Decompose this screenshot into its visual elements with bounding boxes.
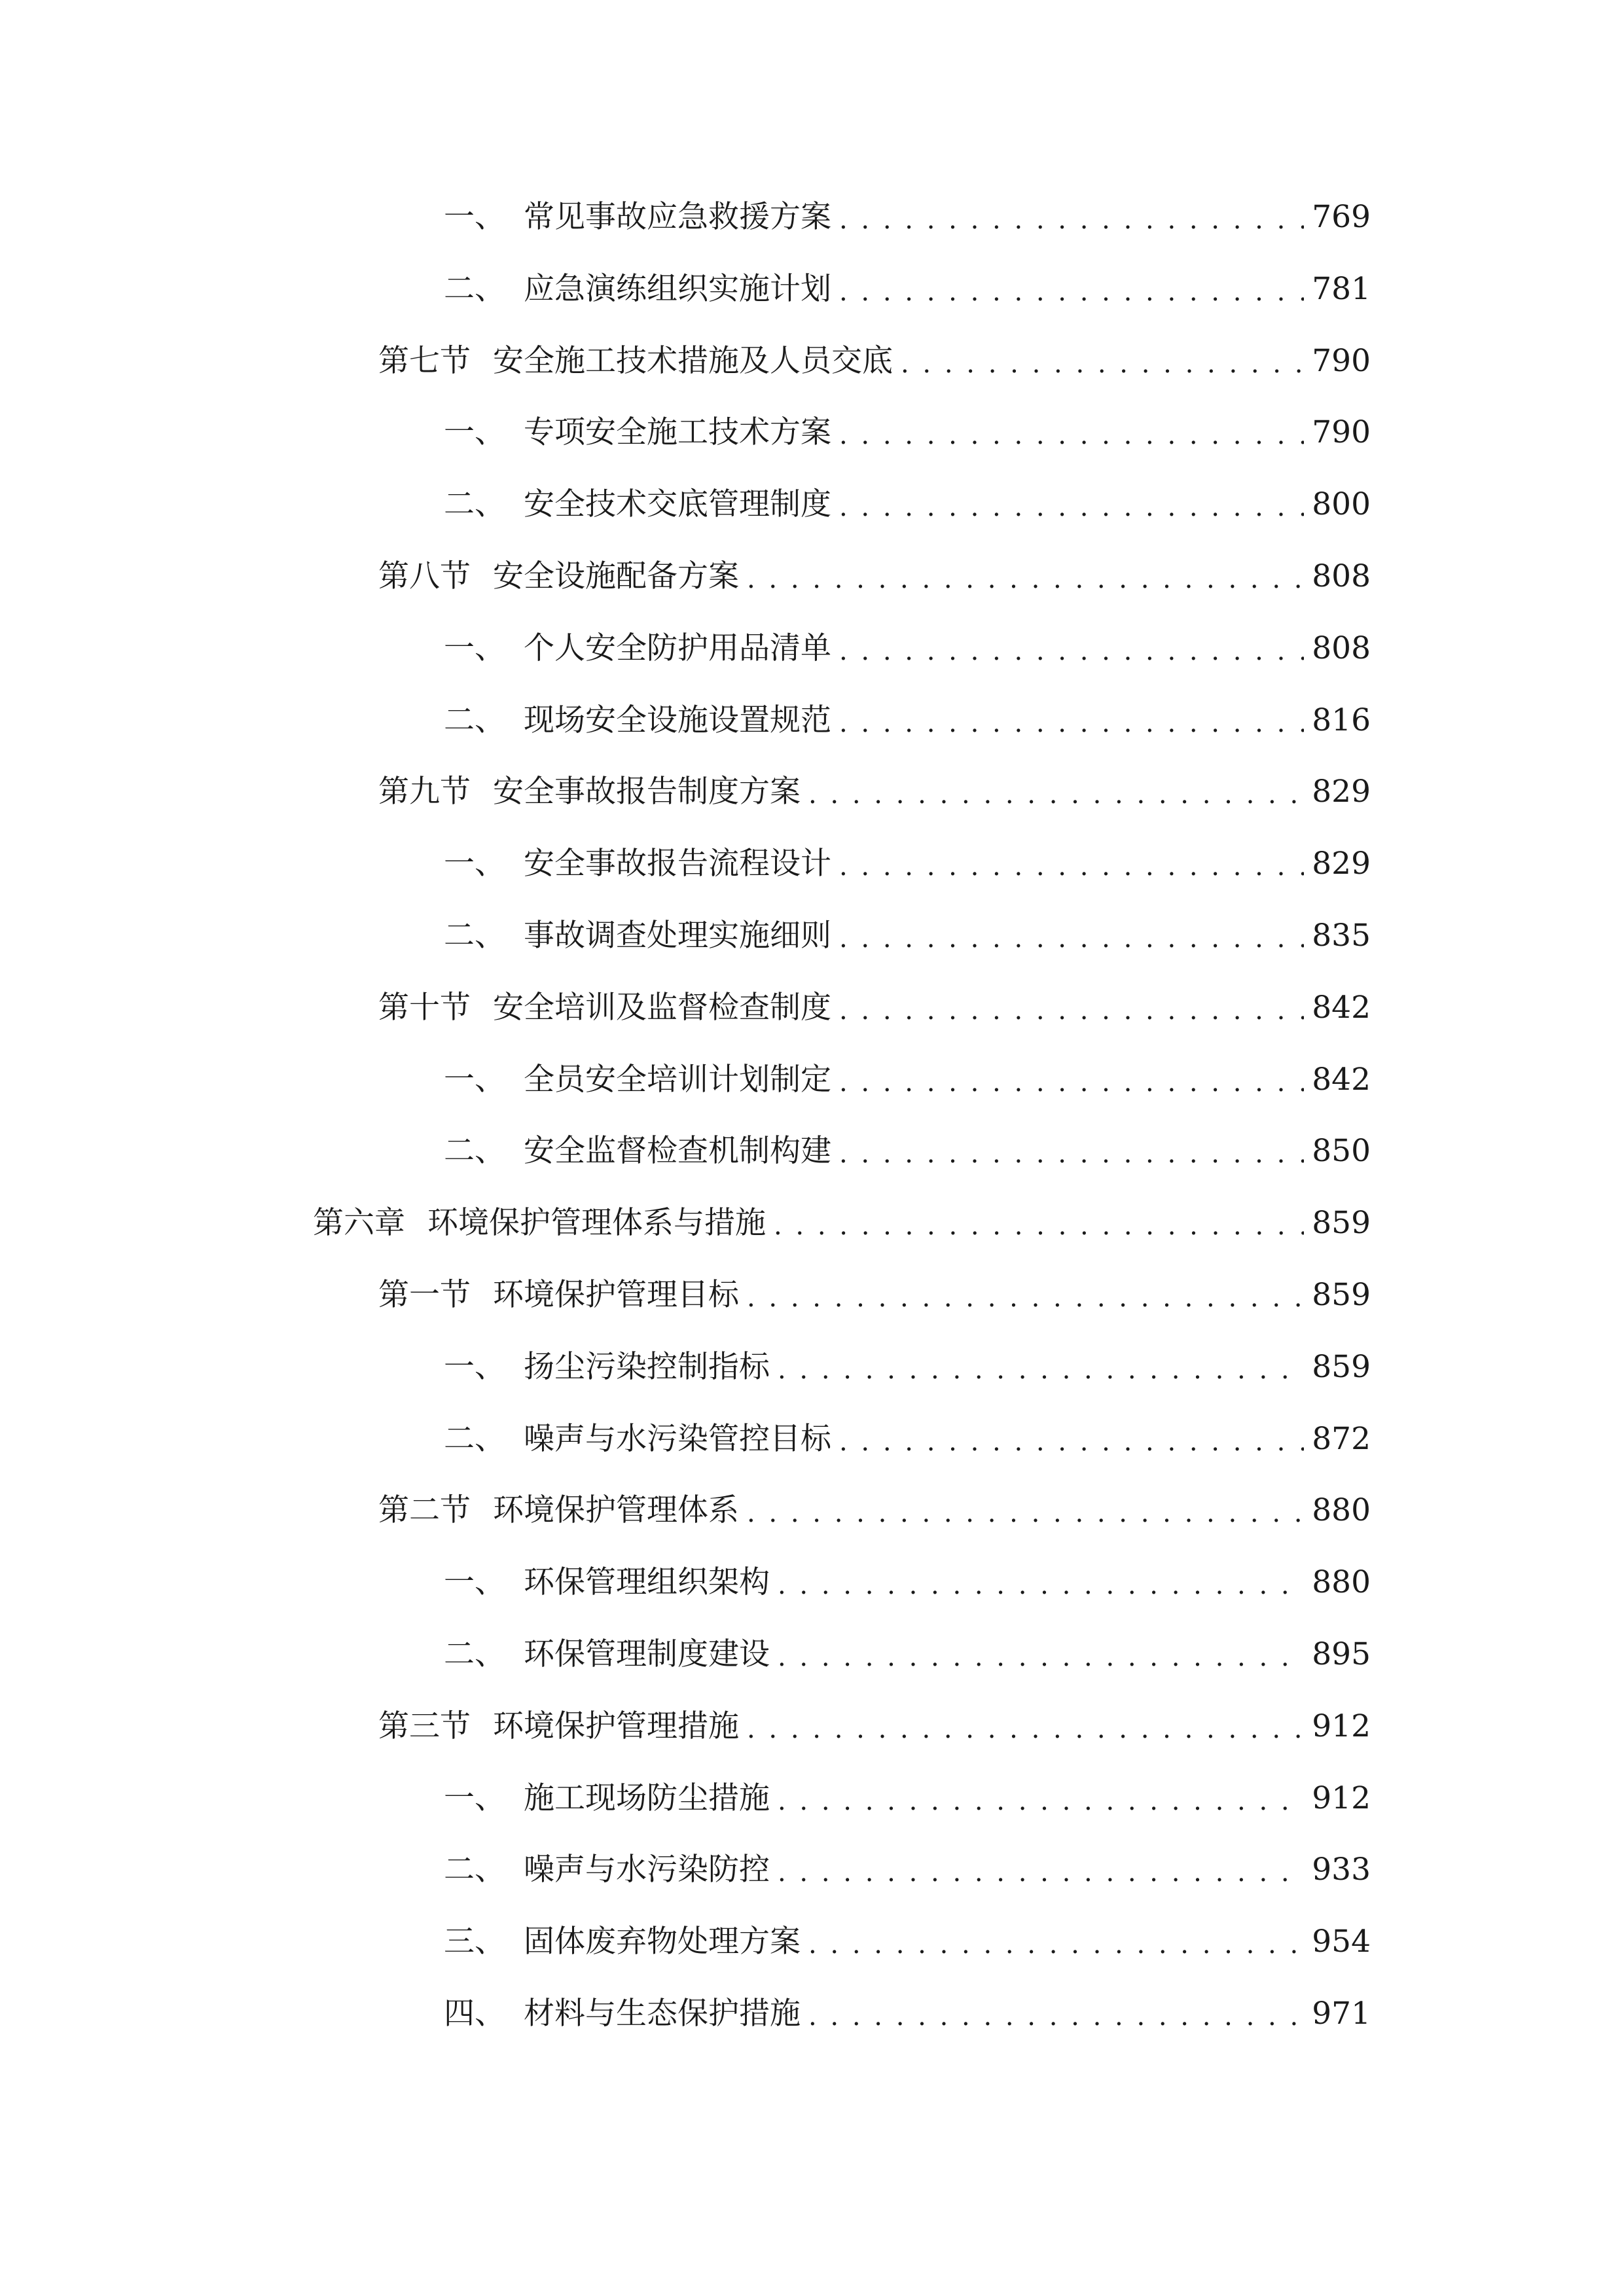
toc-entry-title: 材料与生态保护措施: [524, 1996, 801, 2032]
toc-entry[interactable]: [378, 1700, 1371, 1753]
toc-entry[interactable]: [444, 1054, 1371, 1106]
toc-entry-number: 二、: [444, 1133, 505, 1169]
toc-entry[interactable]: [444, 1916, 1371, 1968]
toc-entry[interactable]: [378, 550, 1371, 603]
toc-entry[interactable]: [444, 1844, 1371, 1896]
toc-dot-leader: [778, 1344, 1304, 1396]
toc-dot-leader: [778, 1775, 1304, 1827]
toc-entry[interactable]: [444, 191, 1371, 243]
toc-entry-number: 第二节: [378, 1492, 471, 1528]
toc-entry-number: 第十节: [378, 990, 471, 1026]
toc-dot-leader: [839, 625, 1304, 677]
toc-entry-page-number: 933: [1312, 1852, 1371, 1888]
toc-entry-number: 三、: [444, 1924, 505, 1960]
toc-entry-page-number: 800: [1312, 486, 1371, 522]
toc-entry-title: 安全设施配备方案: [493, 558, 739, 594]
toc-entry[interactable]: [378, 1484, 1371, 1537]
toc-entry-number: 一、: [444, 414, 505, 450]
toc-entry[interactable]: [444, 406, 1371, 459]
toc-dot-leader: [808, 1918, 1304, 1971]
toc-entry[interactable]: [444, 1772, 1371, 1825]
toc-entry[interactable]: [444, 622, 1371, 675]
toc-entry-title: 扬尘污染控制指标: [524, 1349, 770, 1385]
toc-entry-number: 二、: [444, 1421, 505, 1457]
toc-entry-page-number: 808: [1312, 630, 1371, 666]
toc-entry-number: 第一节: [378, 1277, 471, 1313]
toc-entry-page-number: 912: [1312, 1780, 1371, 1816]
toc-entry[interactable]: [444, 1556, 1371, 1609]
toc-entry-number: 一、: [444, 1349, 505, 1385]
toc-entry-page-number: 912: [1312, 1708, 1371, 1744]
toc-entry-number: 一、: [444, 630, 505, 666]
toc-dot-leader: [808, 768, 1304, 821]
toc-entry-title: 固体废弃物处理方案: [524, 1924, 801, 1960]
toc-dot-leader: [839, 1128, 1304, 1180]
toc-entry-page-number: 842: [1312, 1062, 1371, 1098]
toc-entry-title: 噪声与水污染管控目标: [524, 1421, 831, 1457]
toc-entry-title: 应急演练组织实施计划: [524, 271, 831, 307]
toc-entry-page-number: 895: [1312, 1636, 1371, 1672]
toc-entry-number: 二、: [444, 1852, 505, 1888]
toc-entry[interactable]: [444, 1341, 1371, 1393]
toc-entry-page-number: 790: [1312, 414, 1371, 450]
toc-entry-number: 第九节: [378, 774, 471, 810]
toc-entry[interactable]: [378, 982, 1371, 1034]
toc-entry-title: 安全监督检查机制构建: [524, 1133, 831, 1169]
toc-entry-title: 环境保护管理目标: [493, 1277, 739, 1313]
toc-entry-page-number: 859: [1312, 1205, 1371, 1241]
toc-entry-page-number: 769: [1312, 199, 1371, 235]
toc-entry-page-number: 790: [1312, 343, 1371, 379]
toc-entry-number: 四、: [444, 1996, 505, 2032]
toc-entry[interactable]: [444, 263, 1371, 315]
toc-entry-page-number: 829: [1312, 774, 1371, 810]
toc-entry-title: 安全技术交底管理制度: [524, 486, 831, 522]
toc-dot-leader: [747, 1703, 1304, 1755]
toc-entry-page-number: 872: [1312, 1421, 1371, 1457]
toc-entry-title: 环保管理制度建设: [524, 1636, 770, 1672]
toc-entry[interactable]: [444, 1413, 1371, 1465]
toc-entry-page-number: 829: [1312, 846, 1371, 882]
toc-dot-leader: [839, 1416, 1304, 1468]
toc-dot-leader: [778, 1559, 1304, 1611]
toc-entry-page-number: 781: [1312, 271, 1371, 307]
toc-dot-leader: [778, 1631, 1304, 1683]
toc-entry-page-number: 808: [1312, 558, 1371, 594]
toc-entry-title: 事故调查处理实施细则: [524, 918, 831, 954]
toc-entry-title: 环境保护管理体系与措施: [427, 1205, 766, 1241]
toc-entry-number: 一、: [444, 846, 505, 882]
toc-entry-title: 安全培训及监督检查制度: [493, 990, 831, 1026]
toc-entry-title: 环境保护管理措施: [493, 1708, 739, 1744]
toc-dot-leader: [839, 697, 1304, 749]
toc-dot-leader: [839, 409, 1304, 461]
toc-entry-title: 施工现场防尘措施: [524, 1780, 770, 1816]
toc-entry-title: 现场安全设施设置规范: [524, 702, 831, 738]
toc-entry-number: 二、: [444, 1636, 505, 1672]
toc-dot-leader: [839, 266, 1304, 318]
toc-entry[interactable]: [378, 766, 1371, 818]
toc-entry[interactable]: [444, 1125, 1371, 1177]
toc-entry[interactable]: [378, 335, 1371, 387]
toc-entry[interactable]: [444, 1988, 1371, 2040]
toc-entry-number: 第八节: [378, 558, 471, 594]
toc-entry[interactable]: [444, 478, 1371, 531]
toc-entry-number: 二、: [444, 918, 505, 954]
toc-entry-number: 二、: [444, 271, 505, 307]
toc-entry[interactable]: [444, 1628, 1371, 1681]
toc-dot-leader: [901, 338, 1304, 390]
toc-entry[interactable]: [313, 1197, 1371, 1249]
toc-entry-title: 环境保护管理体系: [493, 1492, 739, 1528]
toc-entry-title: 安全事故报告流程设计: [524, 846, 831, 882]
toc-entry-title: 个人安全防护用品清单: [524, 630, 831, 666]
toc-dot-leader: [839, 1056, 1304, 1109]
toc-entry-title: 环保管理组织架构: [524, 1564, 770, 1600]
toc-dot-leader: [839, 840, 1304, 893]
toc-entry-page-number: 835: [1312, 918, 1371, 954]
toc-dot-leader: [839, 481, 1304, 533]
toc-entry[interactable]: [444, 838, 1371, 890]
toc-entry-title: 噪声与水污染防控: [524, 1852, 770, 1888]
toc-entry-number: 第三节: [378, 1708, 471, 1744]
toc-entry-title: 安全事故报告制度方案: [493, 774, 801, 810]
toc-entry-title: 常见事故应急救援方案: [524, 199, 831, 235]
toc-entry-number: 第六章: [313, 1205, 405, 1241]
toc-entry-page-number: 842: [1312, 990, 1371, 1026]
toc-entry-page-number: 850: [1312, 1133, 1371, 1169]
toc-entry-page-number: 816: [1312, 702, 1371, 738]
toc-entry-title: 安全施工技术措施及人员交底: [493, 343, 893, 379]
toc-entry-number: 一、: [444, 1062, 505, 1098]
toc-dot-leader: [747, 1487, 1304, 1539]
toc-dot-leader: [747, 553, 1304, 605]
toc-entry-number: 一、: [444, 199, 505, 235]
toc-entry-number: 一、: [444, 1780, 505, 1816]
toc-entry[interactable]: [444, 694, 1371, 747]
toc-entry-page-number: 971: [1312, 1996, 1371, 2032]
toc-entry[interactable]: [378, 1269, 1371, 1321]
toc-entry-page-number: 859: [1312, 1349, 1371, 1385]
toc-entry-number: 二、: [444, 702, 505, 738]
toc-entry-number: 第七节: [378, 343, 471, 379]
toc-entry-title: 全员安全培训计划制定: [524, 1062, 831, 1098]
toc-dot-leader: [747, 1272, 1304, 1324]
toc-entry[interactable]: [444, 910, 1371, 962]
toc-entry-number: 一、: [444, 1564, 505, 1600]
toc-dot-leader: [774, 1200, 1304, 1252]
toc-entry-page-number: 880: [1312, 1564, 1371, 1600]
toc-entry-page-number: 954: [1312, 1924, 1371, 1960]
toc-entry-title: 专项安全施工技术方案: [524, 414, 831, 450]
toc-entry-page-number: 880: [1312, 1492, 1371, 1528]
toc-dot-leader: [808, 1990, 1304, 2043]
toc-entry-page-number: 859: [1312, 1277, 1371, 1313]
toc-dot-leader: [778, 1846, 1304, 1899]
toc-dot-leader: [839, 194, 1304, 246]
toc-dot-leader: [839, 912, 1304, 965]
toc-entry-number: 二、: [444, 486, 505, 522]
toc-dot-leader: [839, 984, 1304, 1037]
